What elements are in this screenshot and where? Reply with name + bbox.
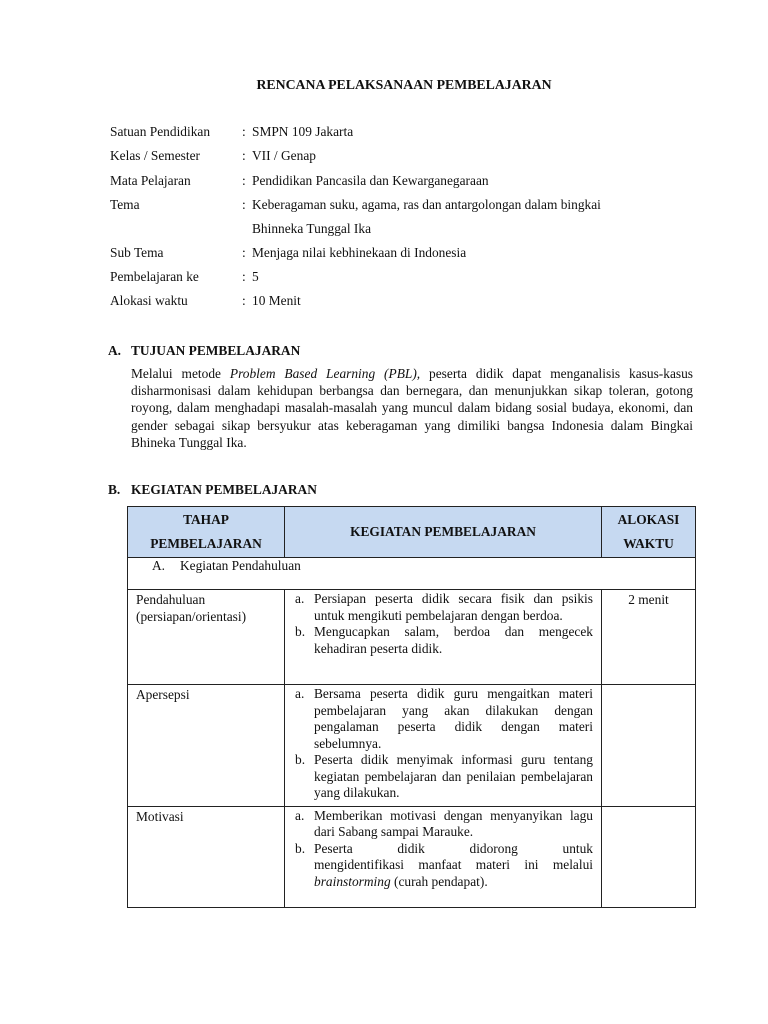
section-letter: B. [108,482,121,497]
activity-item [295,752,593,802]
paragraph-text: peserta didik dapat menganalisis kasus-kasus disharmonisasi dalam kehidupan berbangsa dan bernegara, dan menunjukkan sikap toleran, gotong royong, dalam menghadapi masalah-masalah yang muncul dalam bidang sosial budaya, ekonomi, dan gender sebagai sikap bersyukur atas keberagaman yang dimiliki bangsa Indonesia dalam Bingkai Bhineka Tunggal Ika. [131,366,694,450]
header-text: TAHAP [183,512,229,527]
activity-text-line: mengidentifikasi manfaat materi ini melalui [314,857,593,872]
document-title: RENCANA PELAKSANAAN PEMBELAJARAN [256,77,552,92]
info-value-line2: Bhinneka Tunggal Ika [252,220,372,236]
header-text: WAKTU [623,536,674,551]
info-value [252,193,690,245]
table-row [128,685,696,807]
activities-cell [285,685,602,807]
info-label: Kelas / Semester [110,148,200,164]
stage-cell: Motivasi [128,806,285,907]
subsection-label: Kegiatan Pendahuluan [180,558,301,573]
info-label: Tema [110,196,140,212]
alloc-cell [602,685,696,807]
info-colon: : [242,172,246,188]
activity-item [295,686,593,752]
activities-cell [285,590,602,685]
subsection-letter: A. [152,558,166,573]
header-alokasi [602,507,696,558]
info-value-line1: Keberagaman suku, agama, ras dan antargolongan dalam bingkai [252,196,601,212]
activity-text: Mengucapkan salam, berdoa dan mengecek kehadiran peserta didik. [314,624,593,656]
info-label: Satuan Pendidikan [110,124,211,139]
section-b-heading [108,482,317,499]
activity-item [295,841,593,891]
activity-item [295,808,593,841]
header-text: PEMBELAJARAN [150,536,262,551]
info-block [110,124,690,318]
info-label: Alokasi waktu [110,293,188,309]
paragraph-italic: Problem Based Learning (PBL), [229,366,421,381]
activity-item [295,624,593,657]
section-title: TUJUAN PEMBELAJARAN [131,343,301,358]
stage-cell [128,590,285,685]
info-row-tema [110,197,690,245]
activity-text-line: Peserta didik didorong untuk [314,840,593,856]
info-colon: : [242,196,246,212]
section-title: KEGIATAN PEMBELAJARAN [131,482,317,497]
info-value: 5 [252,269,259,285]
paragraph-text: Melalui metode [131,366,230,381]
table-header-row [128,507,696,558]
info-row-alokasi [110,293,690,317]
activity-mark: b. [295,752,306,767]
stage-label: Pendahuluan [136,592,206,607]
subsection-row [128,558,696,590]
activities-cell [285,806,602,907]
activity-item [295,591,593,624]
table-row [128,590,696,685]
stage-cell: Apersepsi [128,685,285,807]
info-value: SMPN 109 Jakarta [252,124,354,139]
kegiatan-table [127,506,696,908]
info-label: Pembelajaran ke [110,269,199,285]
activity-text: Memberikan motivasi dengan menyanyikan lagu dari Sabang sampai Marauke. [314,807,593,839]
info-colon: : [242,293,246,309]
activity-mark: a. [295,686,305,701]
info-label: Mata Pelajaran [110,172,191,188]
activity-mark: b. [295,840,306,856]
activity-mark: a. [295,591,305,606]
info-value: 10 Menit [252,293,301,309]
activity-text: Bersama peserta didik guru mengaitkan materi pembelajaran yang akan dilakukan dengan pengalaman peserta didik dengan materi sebelumnya. [314,686,593,751]
alloc-cell [602,806,696,907]
info-value: Pendidikan Pancasila dan Kewarganegaraan [252,172,489,188]
header-tahap [128,507,285,558]
activity-text [314,841,593,891]
alloc-cell: 2 menit [602,590,696,685]
activity-italic: brainstorming [314,873,391,889]
activity-text: Persiapan peserta didik secara fisik dan psikis untuk mengikuti pembelajaran dengan berdoa. [314,591,593,623]
table-row [128,806,696,907]
tujuan-paragraph [131,365,693,451]
activity-text: Peserta didik menyimak informasi guru tentang kegiatan pembelajaran dan penilaian pembelajaran yang dilakukan. [314,752,593,800]
info-colon: : [242,124,246,139]
info-colon: : [242,244,246,260]
section-letter: A. [108,343,122,358]
activity-mark: b. [295,624,306,639]
info-value: Menjaga nilai kebhinekaan di Indonesia [252,244,467,260]
header-kegiatan: KEGIATAN PEMBELAJARAN [285,507,602,558]
info-value: VII / Genap [252,148,316,164]
activity-mark: a. [295,807,305,823]
activity-text-line: (curah pendapat). [390,873,488,889]
info-label: Sub Tema [110,244,164,260]
info-colon: : [242,269,246,285]
subsection-cell [128,558,696,590]
header-text: ALOKASI [617,512,680,527]
section-a-heading [108,343,300,360]
info-colon: : [242,148,246,164]
stage-sublabel: (persiapan/orientasi) [136,608,247,624]
